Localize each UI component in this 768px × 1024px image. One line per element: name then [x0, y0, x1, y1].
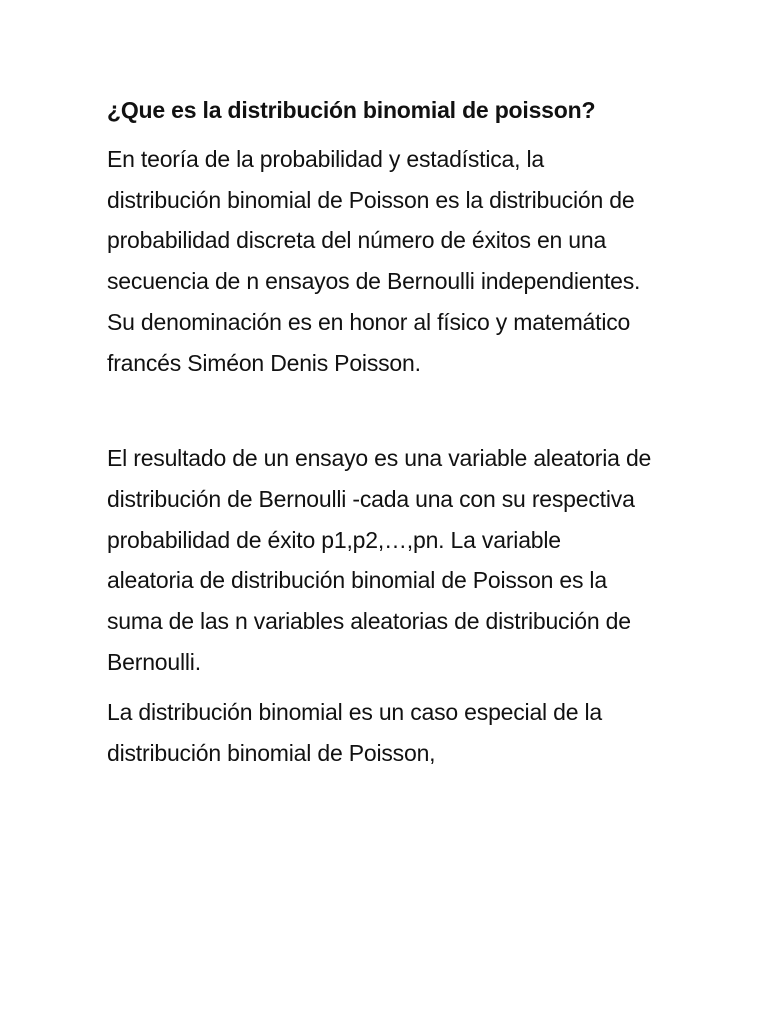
paragraph-special-case: La distribución binomial es un caso especial de la distribución binomial de Poisson,: [107, 699, 603, 767]
paragraph-bernoulli-trials: El resultado de un ensayo es una variable aleatoria de distribución de Bernoulli -cada una con su respectiva probabilidad de éxito p1,p2,…,pn. La variable aleatoria de distribución binomial de Poisson es la suma de las n variables aleatorias de distribución de Bernoulli.: [107, 445, 652, 675]
document-title: ¿Que es la distribución binomial de poisson?: [107, 97, 596, 123]
paragraph-definition: En teoría de la probabilidad y estadística, la distribución binomial de Poisson es la distribución de probabilidad discreta del número de éxitos en una secuencia de n ensayos de Bernoulli independientes. Su denominación es en honor al físico y matemático francés Siméon Denis Poisson.: [107, 146, 641, 376]
document-body: [107, 90, 652, 774]
